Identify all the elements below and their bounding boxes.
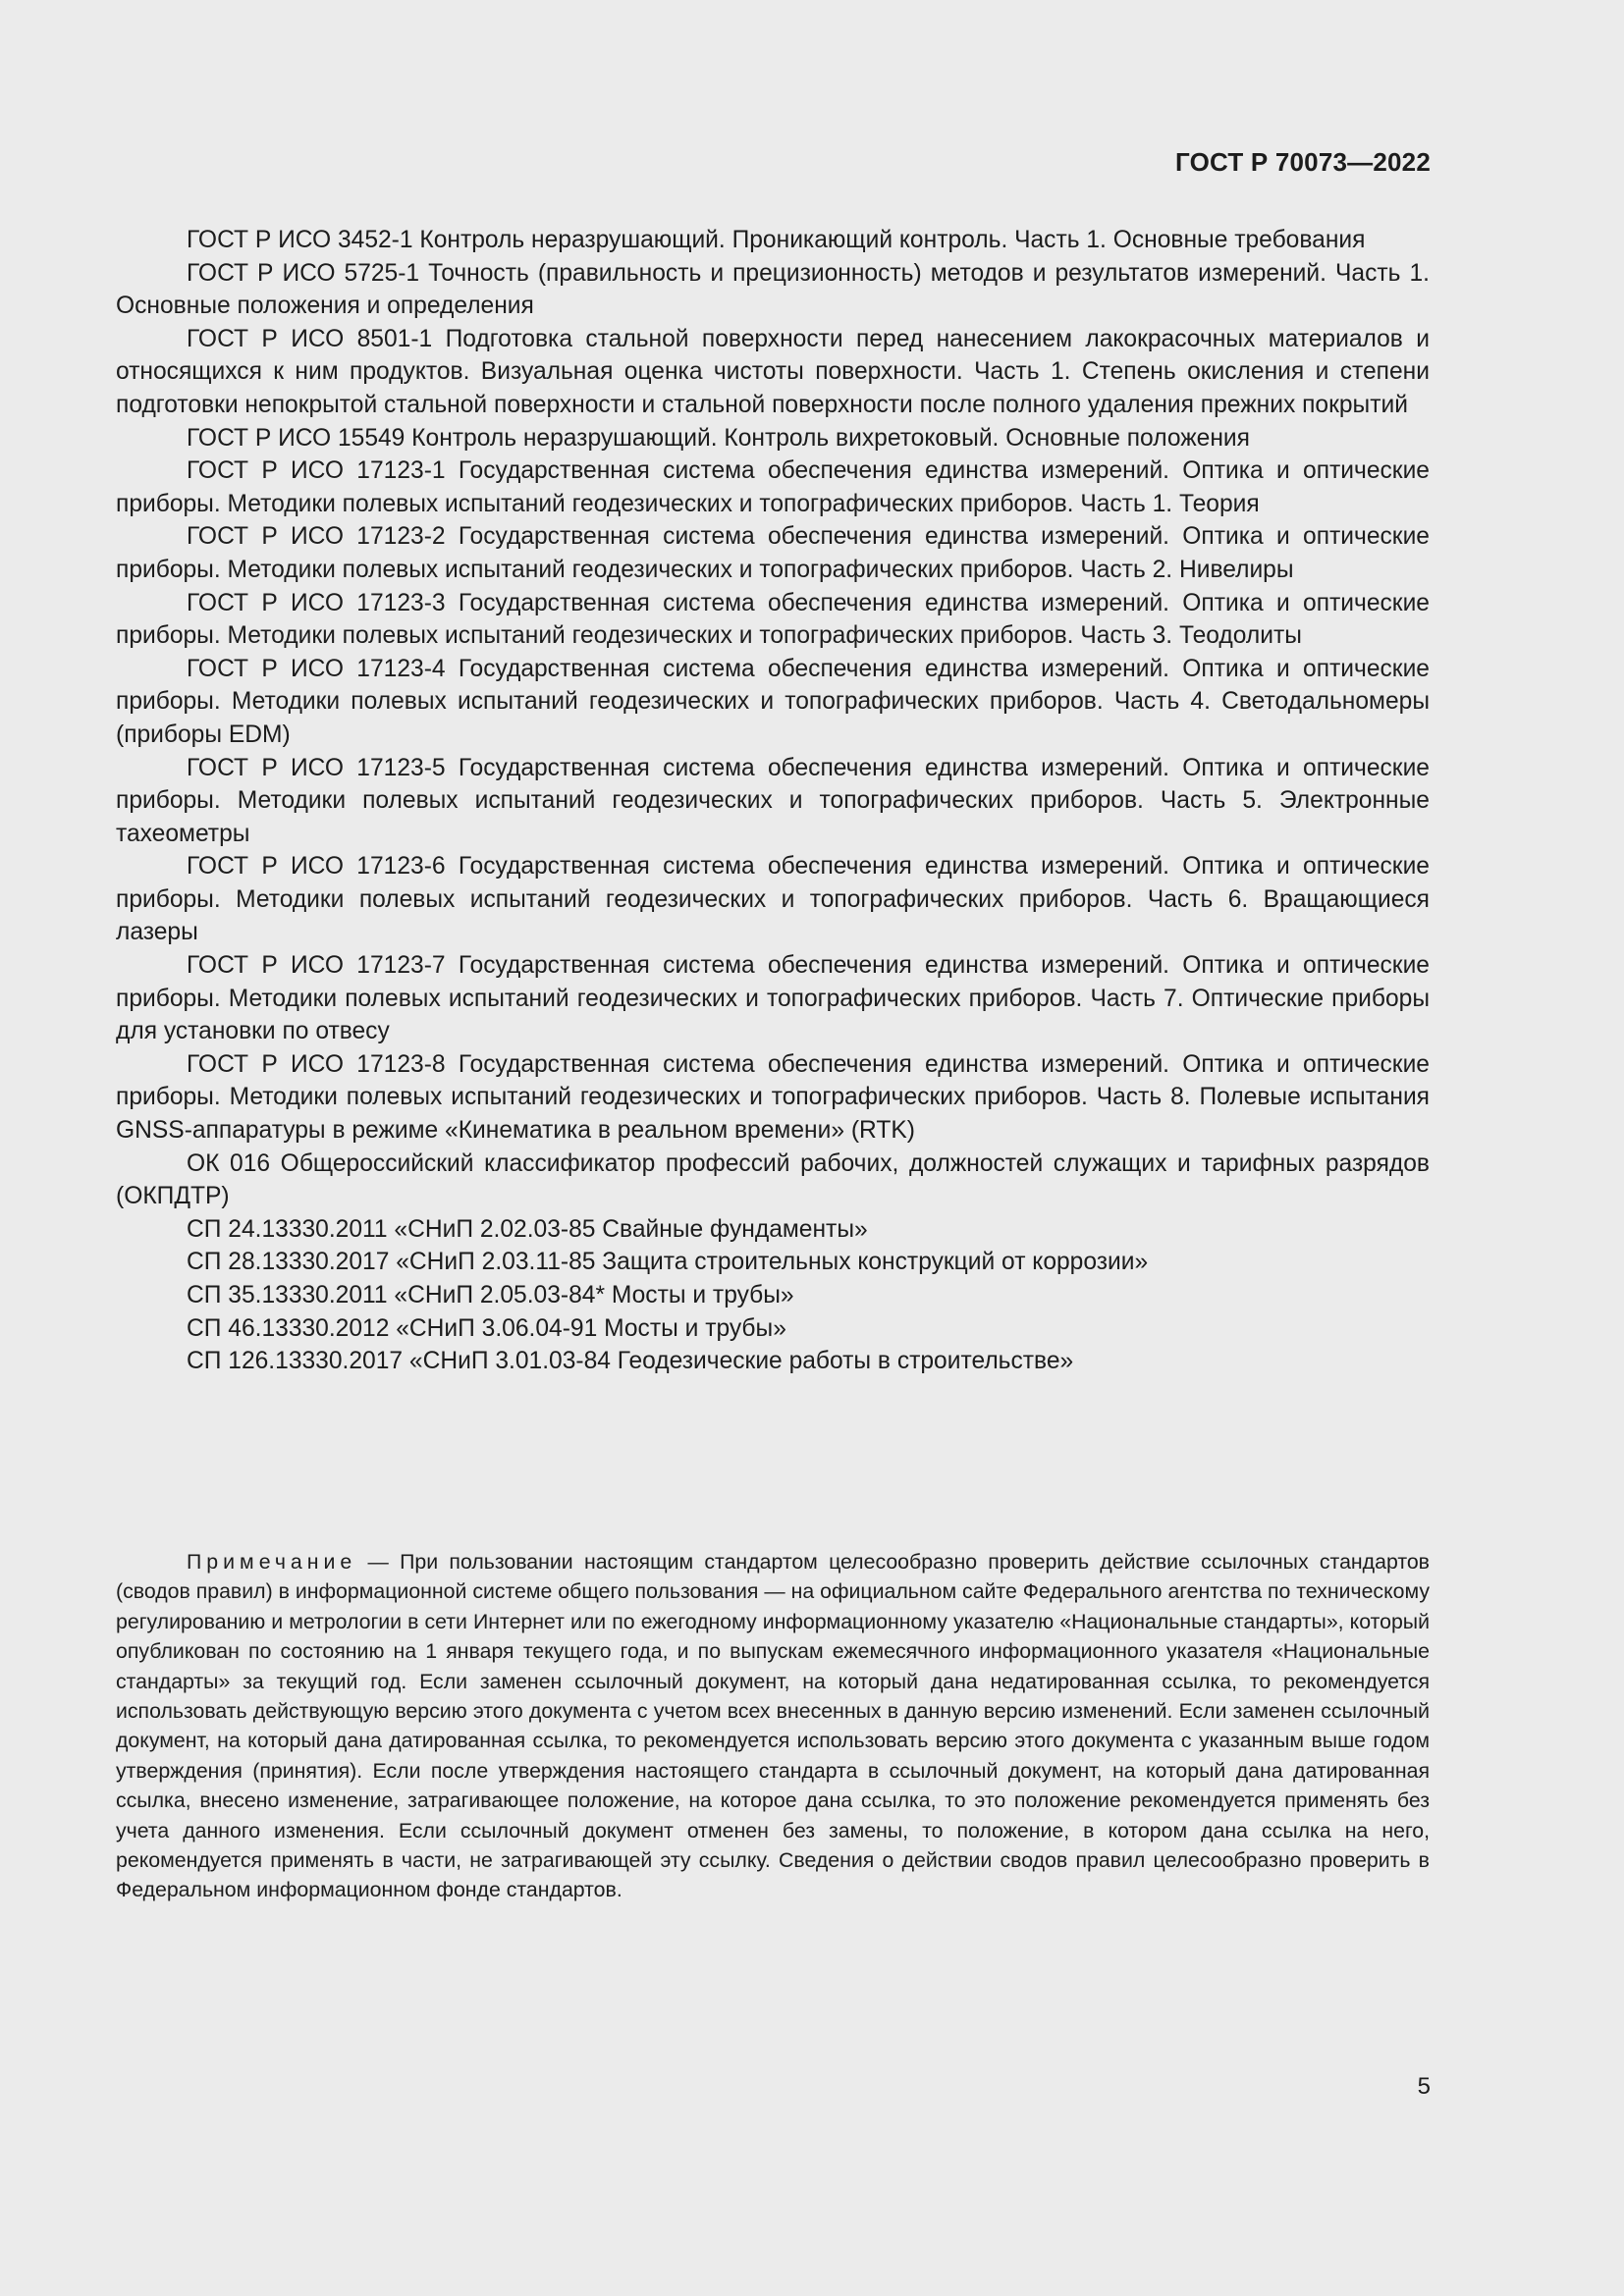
reference-item: ГОСТ Р ИСО 17123-6 Государственная система обеспечения единства измерений. Оптика и оптические приборы. Методики полевых испытаний геодезических и топографических приборов. Часть 6. Вращающиеся лазеры — [116, 853, 1430, 946]
reference-item: ГОСТ Р ИСО 17123-3 Государственная система обеспечения единства измерений. Оптика и оптические приборы. Методики полевых испытаний геодезических и топографических приборов. Часть 3. Теодолиты — [116, 589, 1430, 650]
reference-item: СП 28.13330.2017 «СНиП 2.03.11-85 Защита строительных конструкций от коррозии» — [187, 1249, 1149, 1276]
reference-item: ОК 016 Общероссийский классификатор профессий рабочих, должностей служащих и тарифных разрядов (ОКПДТР) — [116, 1149, 1430, 1210]
reference-item: СП 35.13330.2011 «СНиП 2.05.03-84* Мосты и трубы» — [187, 1282, 794, 1308]
reference-item: СП 126.13330.2017 «СНиП 3.01.03-84 Геодезические работы в строительстве» — [187, 1348, 1074, 1375]
reference-item: ГОСТ Р ИСО 17123-7 Государственная система обеспечения единства измерений. Оптика и оптические приборы. Методики полевых испытаний геодезических и топографических приборов. Часть 7. Оптические приборы для установки по отвесу — [116, 952, 1430, 1045]
reference-item: ГОСТ Р ИСО 17123-1 Государственная система обеспечения единства измерений. Оптика и оптические приборы. Методики полевых испытаний геодезических и топографических приборов. Часть 1. Теория — [116, 457, 1430, 517]
page-number: 5 — [1417, 2073, 1431, 2100]
note-paragraph — [116, 1547, 1430, 1905]
reference-item: ГОСТ Р ИСО 3452-1 Контроль неразрушающий. Проникающий контроль. Часть 1. Основные требования — [187, 227, 1366, 253]
reference-item: ГОСТ Р ИСО 17123-4 Государственная система обеспечения единства измерений. Оптика и оптические приборы. Методики полевых испытаний геодезических и топографических приборов. Часть 4. Светодальномеры (приборы EDM) — [116, 655, 1430, 748]
references-list — [116, 224, 1430, 1378]
document-header: ГОСТ Р 70073—2022 — [1175, 147, 1431, 177]
reference-item: ГОСТ Р ИСО 5725-1 Точность (правильность и прецизионность) методов и результатов измерений. Часть 1. Основные положения и определения — [116, 259, 1430, 320]
reference-item: ГОСТ Р ИСО 17123-8 Государственная система обеспечения единства измерений. Оптика и оптические приборы. Методики полевых испытаний геодезических и топографических приборов. Часть 8. Полевые испытания GNSS-аппаратуры в режиме «Кинематика в реальном времени» (RTK) — [116, 1050, 1430, 1145]
reference-item: СП 24.13330.2011 «СНиП 2.02.03-85 Свайные фундаменты» — [187, 1215, 868, 1243]
note-text: — При пользовании настоящим стандартом целесообразно проверить действие ссылочных стандартов (сводов правил) в информационной системе общего пользования — на официальном сайте Федерального агентства по техническому регулированию и метрологии в сети Интернет или по ежегодному информационному указателю «Национальные стандарты», который опубликован по состоянию на 1 января текущего года, и по выпускам ежемесячного информационного указателя «Национальные стандарты» за текущий год. Если заменен ссылочный документ, на который дана недатированная ссылка, то рекомендуется использовать действующую версию этого документа с учетом всех внесенных в данную версию изменений. Если заменен ссылочный документ, на который дана датированная ссылка, то рекомендуется использовать версию этого документа с указанным выше годом утверждения (принятия). Если после утверждения настоящего стандарта в ссылочный документ, на который дана датированная ссылка, внесено изменение, затрагивающее положение, на которое дана ссылка, то это положение рекомендуется применять без учета данного изменения. Если ссылочный документ отменен без замены, то положение, в котором дана ссылка на него, рекомендуется применять в части, не затрагивающей эту ссылку. Сведения о действии сводов правил целесообразно проверить в Федеральном информационном фонде стандартов. — [116, 1550, 1430, 1902]
reference-item: ГОСТ Р ИСО 17123-5 Государственная система обеспечения единства измерений. Оптика и оптические приборы. Методики полевых испытаний геодезических и топографических приборов. Часть 5. Электронные тахеометры — [116, 754, 1430, 847]
reference-item: СП 46.13330.2012 «СНиП 3.06.04-91 Мосты и трубы» — [187, 1314, 786, 1342]
note-label: Примечание — [187, 1550, 357, 1574]
reference-item: ГОСТ Р ИСО 17123-2 Государственная система обеспечения единства измерений. Оптика и оптические приборы. Методики полевых испытаний геодезических и топографических приборов. Часть 2. Нивелиры — [116, 523, 1430, 583]
reference-item: ГОСТ Р ИСО 8501-1 Подготовка стальной поверхности перед нанесением лакокрасочных материалов и относящихся к ним продуктов. Визуальная оценка чистоты поверхности. Часть 1. Степень окисления и степени подготовки непокрытой стальной поверхности и стальной поверхности после полного удаления прежних покрытий — [116, 325, 1430, 418]
reference-item: ГОСТ Р ИСО 15549 Контроль неразрушающий. Контроль вихретоковый. Основные положения — [187, 424, 1250, 452]
